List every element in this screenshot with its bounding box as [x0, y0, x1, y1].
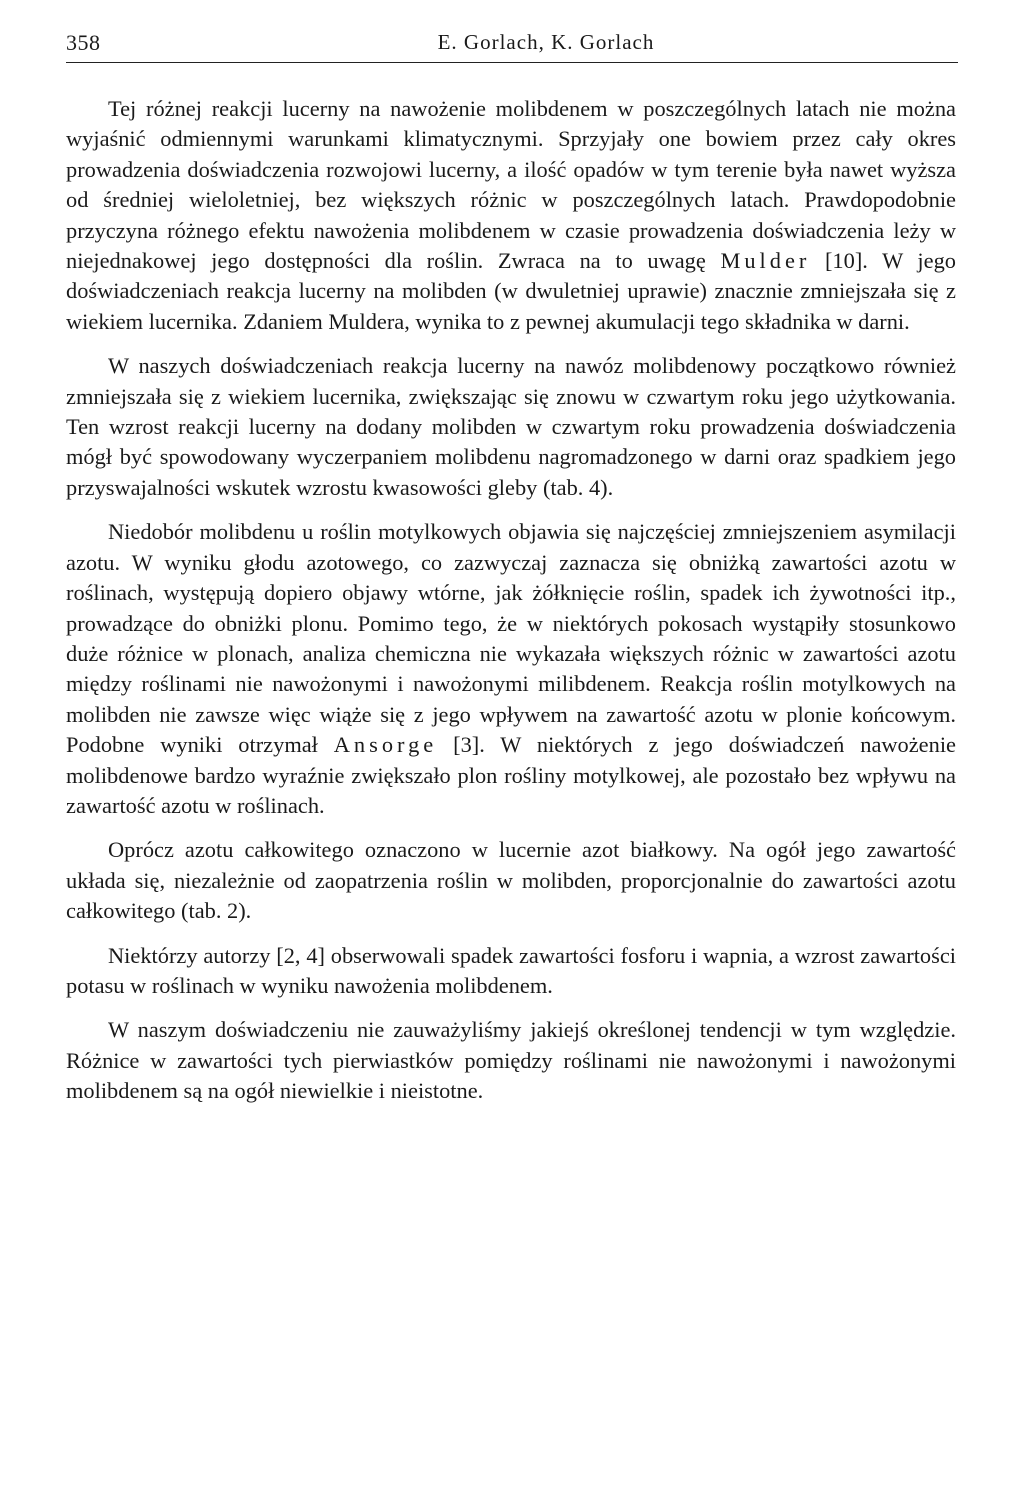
author-name-mulder: Mulder — [720, 248, 811, 274]
paragraph-1 — [66, 94, 956, 337]
paragraph-3-text-a: Niedobór molibdenu u roślin motylkowych objawia się najczęściej zmniejszeniem asymilacji azotu. W wyniku głodu azotowego, co zazwyczaj zaznacza się obniżką zawartości azotu w roślinach, występują dopiero objawy wtórne, jak żółknięcie roślin, spadek ich żywotności itp., prowadzące do obniżki plonu. Pomimo tego, że w niektórych pokosach wystąpiły stosunkowo duże różnice w plonach, analiza chemiczna nie wykazała większych różnic w zawartości azotu między roślinami nie nawożonymi i nawożonymi milibdenem. Reakcja roślin motylkowych na molibden nie zawsze więc wiąże się z jego wpływem na zawartość azotu w plonie końcowym. Podobne wyniki otrzymał — [66, 519, 956, 758]
paragraph-3-text-b: [3]. W niektórych z jego doświadczeń nawożenie molibdenowe bardzo wyraźnie zwiększało plon rośliny motylkowej, ale pozostało bez wpływu na zawartość azotu w roślinach. — [66, 732, 956, 818]
paragraph-5: Niektórzy autorzy [2, 4] obserwowali spadek zawartości fosforu i wapnia, a wzrost zawartości potasu w roślinach w wyniku nawożenia molibdenem. — [66, 942, 956, 998]
paragraph-3 — [66, 517, 956, 821]
paragraph-4: Oprócz azotu całkowitego oznaczono w lucernie azot białkowy. Na ogół jego zawartość układa się, niezależnie od zaopatrzenia roślin w molibden, proporcjonalnie do zawartości azotu całkowitego (tab. 2). — [66, 837, 956, 924]
paragraph-2: W naszych doświadczeniach reakcja lucerny na nawóz molibdenowy początkowo również zmniejszała się z wiekiem lucernika, zwiększając się znowu w czwartym roku jego użytkowania. Ten wzrost reakcji lucerny na dodany molibden w czwartym roku prowadzenia doświadczenia mógł być spowodowany wyczerpaniem molibdenu nagromadzonego w darni oraz spadkiem jego przyswajalności wskutek wzrostu kwasowości gleby (tab. 4). — [66, 353, 956, 500]
header-rule — [66, 62, 958, 63]
author-name-ansorge: Ansorge — [333, 732, 438, 758]
paragraph-1-text-b: [10]. W jego doświadczeniach reakcja lucerny na molibden (w dwuletniej uprawie) znacznie zmniejszała się z wiekiem lucernika. Zdaniem Muldera, wynika to z pewnej akumulacji tego składnika w darni. — [66, 248, 956, 334]
body-text — [66, 94, 956, 1121]
page-number: 358 — [66, 30, 101, 55]
paragraph-1-text-a: Tej różnej reakcji lucerny na nawożenie molibdenem w poszczególnych latach nie można wyjaśnić odmiennymi warunkami klimatycznymi. Sprzyjały one bowiem przez cały okres prowadzenia doświadczenia rozwojowi lucerny, a ilość opadów w tym terenie była nawet wyższa od średniej wieloletniej, bez większych różnic w poszczególnych latach. Prawdopodobnie przyczyna różnego efektu nawożenia molibdenem w czasie prowadzenia doświadczenia leży w niejednakowej jego dostępności dla roślin. Zwraca na to uwagę — [66, 96, 956, 274]
paragraph-6: W naszym doświadczeniu nie zauważyliśmy jakiejś określonej tendencji w tym względzie. Różnice w zawartości tych pierwiastków pomiędzy roślinami nie nawożonymi i nawożonymi molibdenem są na ogół niewielkie i nieistotne. — [66, 1017, 956, 1104]
page-header — [66, 28, 958, 72]
running-head-authors: E. Gorlach, K. Gorlach — [437, 30, 655, 54]
